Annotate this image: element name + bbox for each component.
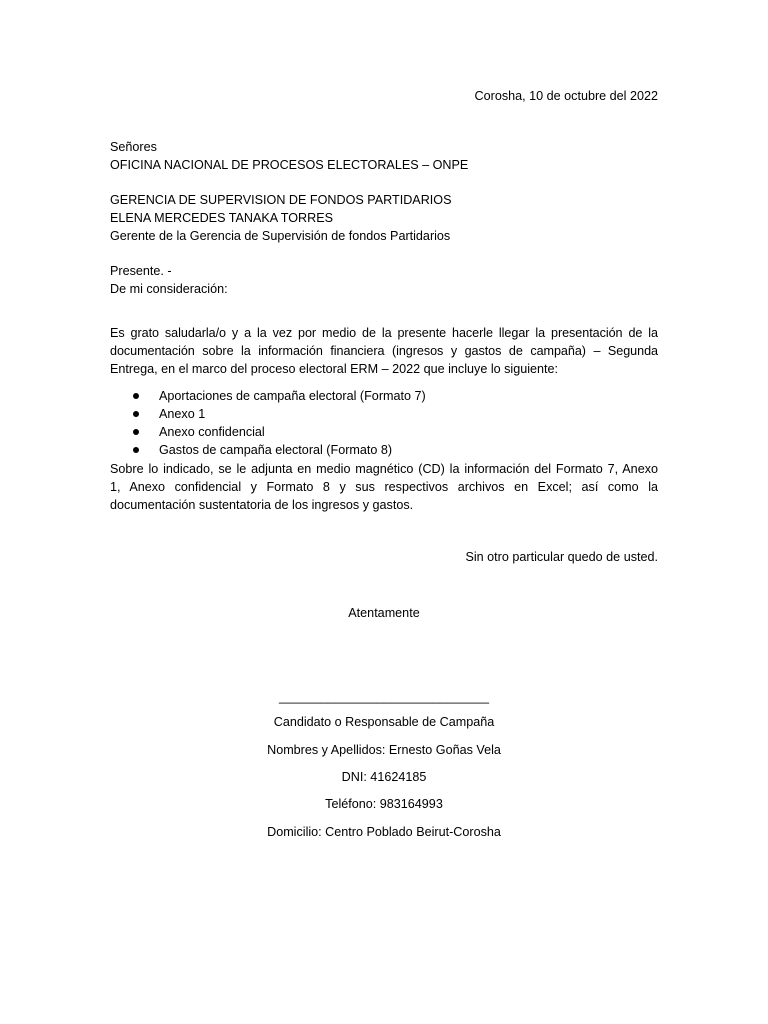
list-item	[133, 387, 426, 405]
list-item-text: Anexo confidencial	[159, 425, 265, 439]
signature-line: ______________________________	[278, 690, 490, 704]
salutation: Señores	[110, 140, 157, 154]
greeting-block	[110, 262, 658, 298]
organization-name: OFICINA NACIONAL DE PROCESOS ELECTORALES – ONPE	[110, 158, 469, 172]
consideracion-line: De mi consideración:	[110, 282, 228, 296]
attachment-line: documentación sustentatoria de los ingresos y gastos.	[110, 498, 414, 512]
signer-names: Nombres y Apellidos: Ernesto Goñas Vela	[267, 743, 501, 757]
department-name: GERENCIA DE SUPERVISION DE FONDOS PARTIDARIOS	[110, 193, 452, 207]
bullet-icon	[133, 393, 139, 399]
addressee-block	[110, 138, 658, 245]
list-item-text: Gastos de campaña electoral (Formato 8)	[159, 443, 393, 457]
body-line: Entrega, en el marco del proceso electoral ERM – 2022 que incluye lo siguiente:	[110, 362, 559, 376]
attachment-paragraph	[110, 460, 658, 514]
list-item-text: Anexo 1	[159, 407, 206, 421]
bullet-icon	[133, 411, 139, 417]
signer-role: Candidato o Responsable de Campaña	[273, 715, 495, 729]
body-line: Es grato saludarla/o y a la vez por medio de la presente hacerle llegar la presentación de la	[110, 326, 658, 340]
signer-dni: DNI: 41624185	[341, 770, 427, 784]
letter-date: Corosha, 10 de octubre del 2022	[474, 89, 658, 103]
recipient-title: Gerente de la Gerencia de Supervisión de fondos Partidarios	[110, 229, 451, 243]
spacer	[110, 174, 658, 191]
closing-line: Sin otro particular quedo de usted.	[465, 550, 658, 564]
body-line: documentación sobre la información financiera (ingresos y gastos de campaña) – Segunda	[110, 344, 658, 358]
recipient-name: ELENA MERCEDES TANAKA TORRES	[110, 211, 334, 225]
bullet-icon	[133, 447, 139, 453]
list-item	[133, 405, 426, 423]
atentamente: Atentamente	[348, 606, 420, 620]
presente-line: Presente. -	[110, 264, 172, 278]
list-item	[133, 441, 426, 459]
list-item-text: Aportaciones de campaña electoral (Formato 7)	[159, 389, 426, 403]
list-item	[133, 423, 426, 441]
body-paragraph	[110, 324, 658, 378]
attachment-line: 1, Anexo confidencial y Formato 8 y sus respectivos archivos en Excel; así como la	[110, 480, 658, 494]
signer-address: Domicilio: Centro Poblado Beirut-Corosha	[267, 825, 501, 839]
bullet-icon	[133, 429, 139, 435]
attachment-line: Sobre lo indicado, se le adjunta en medio magnético (CD) la información del Formato 7, Anexo	[110, 462, 658, 476]
signer-phone: Teléfono: 983164993	[325, 797, 443, 811]
items-list	[133, 387, 426, 459]
